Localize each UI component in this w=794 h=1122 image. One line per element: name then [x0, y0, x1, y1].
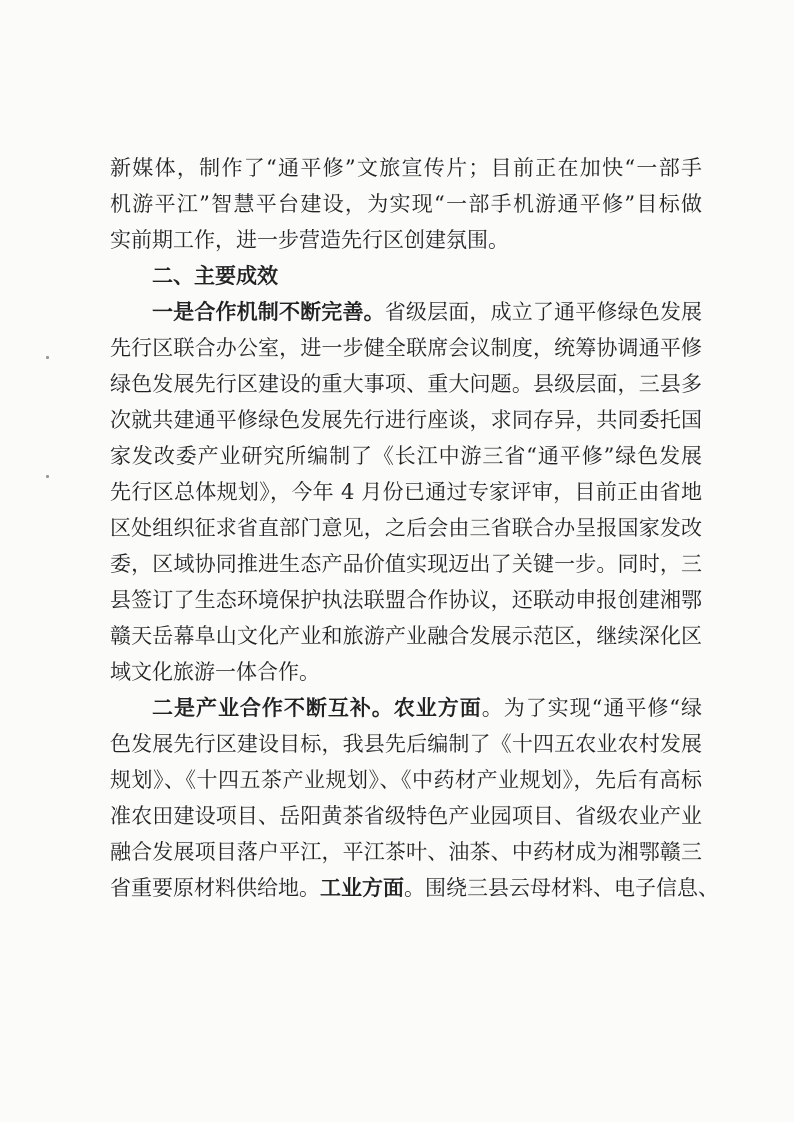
- text-line: 机游平江”智慧平台建设，为实现“一部手机游通平修”目标做: [110, 192, 702, 216]
- text-line: 委，区域协同推进生态产品价值实现迈出了关键一步。同时，三: [110, 552, 702, 576]
- text-line: 融合发展项目落户平江，平江茶叶、油茶、中药材成为湘鄂赣三: [110, 840, 702, 864]
- text-span: 。围绕三县云母材料、电子信息、: [404, 876, 719, 900]
- paragraph-lead: 二是产业合作不断互补。: [152, 695, 394, 720]
- paragraph-intro: [110, 150, 702, 258]
- text-line: 域文化旅游一体合作。: [110, 660, 320, 684]
- paragraph-lead: 一是合作机制不断完善。: [152, 299, 385, 324]
- text-line: 次就共建通平修绿色发展先行进行座谈，求同存异，共同委托国: [110, 408, 702, 432]
- text-span: 省级层面，成立了通平修绿色发展: [384, 300, 703, 324]
- text-line: 色发展先行区建设目标，我县先后编制了《十四五农业农村发展: [110, 732, 702, 756]
- paragraph-cooperation-mechanism: [110, 294, 702, 690]
- text-line: 先行区总体规划》，今年 4 月份已通过专家评审，目前正由省地: [110, 480, 702, 504]
- text-line: 规划》、《十四五茶产业规划》、《中药材产业规划》，先后有高标: [110, 768, 702, 792]
- subsection-lead: 工业方面: [320, 875, 404, 900]
- text-line: 先行区联合办公室，进一步健全联席会议制度，统筹协调通平修: [110, 336, 702, 360]
- text-line: 绿色发展先行区建设的重大事项、重大问题。县级层面，三县多: [110, 372, 702, 396]
- text-line: 准农田建设项目、岳阳黄茶省级特色产业园项目、省级农业产业: [110, 804, 702, 828]
- text-line: 新媒体，制作了“通平修”文旅宣传片；目前正在加快“一部手: [110, 156, 702, 180]
- text-line: 实前期工作，进一步营造先行区创建氛围。: [110, 228, 509, 252]
- text-span: 省重要原材料供给地。: [110, 876, 320, 900]
- scan-mark: [46, 356, 49, 359]
- scan-mark: [46, 475, 49, 478]
- text-line: [110, 870, 719, 906]
- section-heading: 二、主要成效: [152, 264, 278, 288]
- text-line: 区处组织征求省直部门意见，之后会由三省联合办呈报国家发改: [110, 516, 702, 540]
- text-line: [110, 294, 702, 330]
- text-line: 赣天岳幕阜山文化产业和旅游产业融合发展示范区，继续深化区: [110, 624, 702, 648]
- text-span: 。为了实现“通平修“绿: [481, 696, 703, 720]
- text-line: 家发改委产业研究所编制了《长江中游三省“通平修”绿色发展: [110, 444, 702, 468]
- subsection-lead: 农业方面: [393, 695, 482, 720]
- document-body: [110, 150, 719, 906]
- text-line: 县签订了生态环境保护执法联盟合作协议，还联动申报创建湘鄂: [110, 588, 702, 612]
- text-line: [110, 690, 702, 726]
- paragraph-industry-cooperation: [110, 690, 719, 906]
